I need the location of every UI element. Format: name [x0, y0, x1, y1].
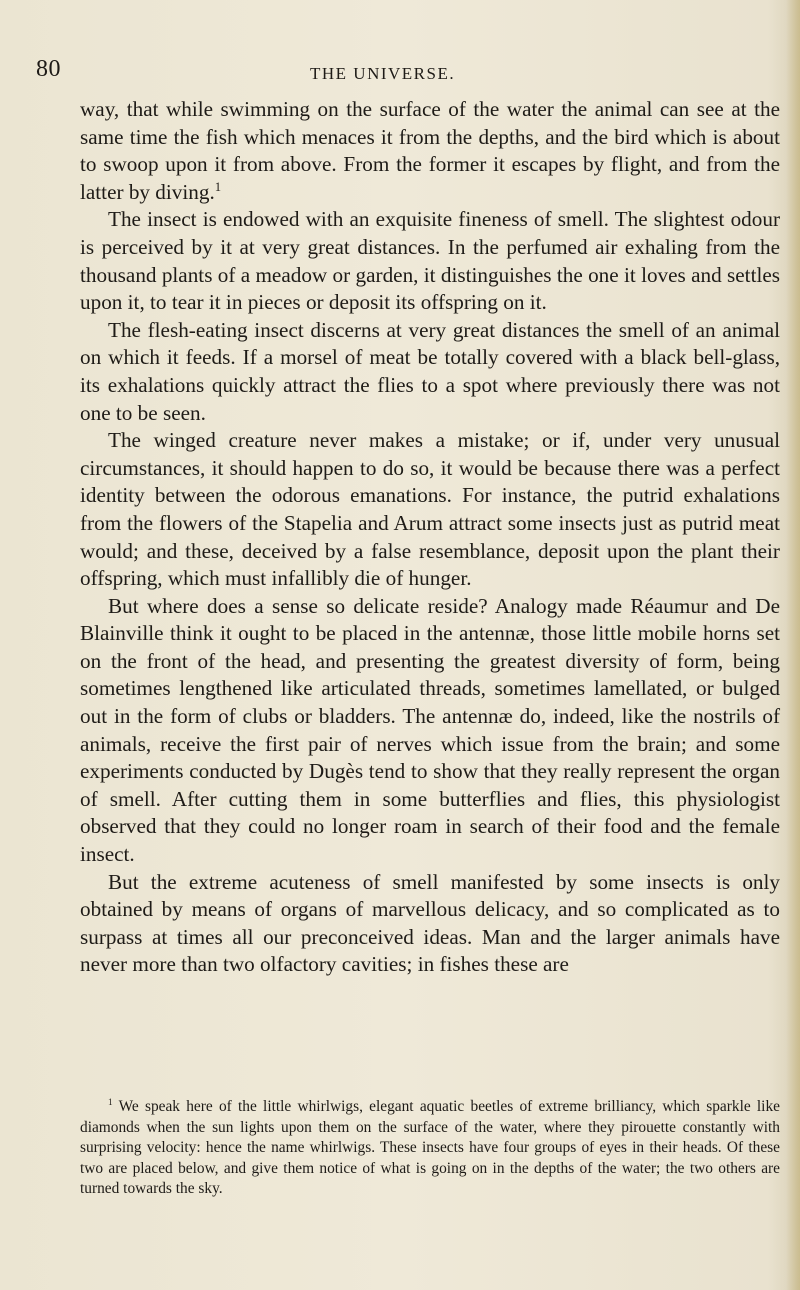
footnote — [80, 1097, 780, 1200]
footnote-reference: 1 — [214, 179, 222, 194]
paragraph: way, that while swimming on the surface of the water the animal can see at the same time the fish which menaces it from the depths, and the bird which is about to swoop upon it from above. From the former it escapes by flight, and from the latter by diving.$^1$ — [80, 97, 780, 204]
paragraph: The insect is endowed with an exquisite fineness of smell. The slightest odour is perceived by it at very great distances. In the perfumed air exhaling from the thousand plants of a meadow or garden, it distinguishes the one it loves and settles upon it, to tear it in pieces or deposit its offspring on it. — [80, 207, 780, 315]
footnotes — [80, 1097, 780, 1200]
paragraph: The flesh-eating insect discerns at very great distances the smell of an animal on which it feeds. If a morsel of meat be totally covered with a black bell-glass, its exhalations quickly attract the flies to a spot where previously there was not one to be seen. — [80, 317, 780, 425]
paragraph: But the extreme acuteness of smell manifested by some insects is only obtained by means of organs of marvellous delicacy, and so complicated as to surpass at times all our preconceived ideas. Man and the larger animals have never more than two olfactory cavities; in fishes these are — [80, 869, 780, 977]
footnote-text: We speak here of the little whirlwigs, elegant aquatic beetles of extreme brilliancy, which sparkle like diamonds when the sun lights upon them on the surface of the water, where they pirouette constantly with surprising velocity: hence the name whirlwigs. These insects have four groups of eyes in their heads. Of these two are placed below, and give them notice of what is going on in the depths of the water; the two others are turned towards the sky. — [80, 1098, 780, 1198]
page-edge-shadow — [786, 0, 800, 1290]
running-head: THE UNIVERSE. — [310, 64, 456, 83]
page-number: 80 — [36, 56, 61, 82]
paragraph: But where does a sense so delicate reside? Analogy made Réaumur and De Blainville think it ought to be placed in the antennæ, those little mobile horns set on the front of the head, and presenting the greatest diversity of form, being sometimes lengthened like articulated threads, sometimes lamellated, or bulged out in the form of clubs or bladders. The antennæ do, indeed, like the nostrils of animals, receive the first pair of nerves which issue from the brain; and some experiments conducted by Dugès tend to show that they really represent the organ of smell. After cutting them in some butterflies and flies, this physiologist observed that they could no longer roam in search of their food and the female insect. — [80, 593, 780, 867]
page-header — [0, 56, 800, 86]
paragraph: The winged creature never makes a mistake; or if, under very unusual circumstances, it should happen to do so, it would be because there was a perfect identity between the odorous emanations. For instance, the putrid exhalations from the flowers of the Stapelia and Arum attract some insects just as putrid meat would; and these, deceived by a false resemblance, deposit upon the plant their offspring, which must infallibly die of hunger. — [80, 428, 780, 591]
footnote-marker: 1 — [108, 1096, 113, 1107]
body-text — [80, 96, 780, 979]
